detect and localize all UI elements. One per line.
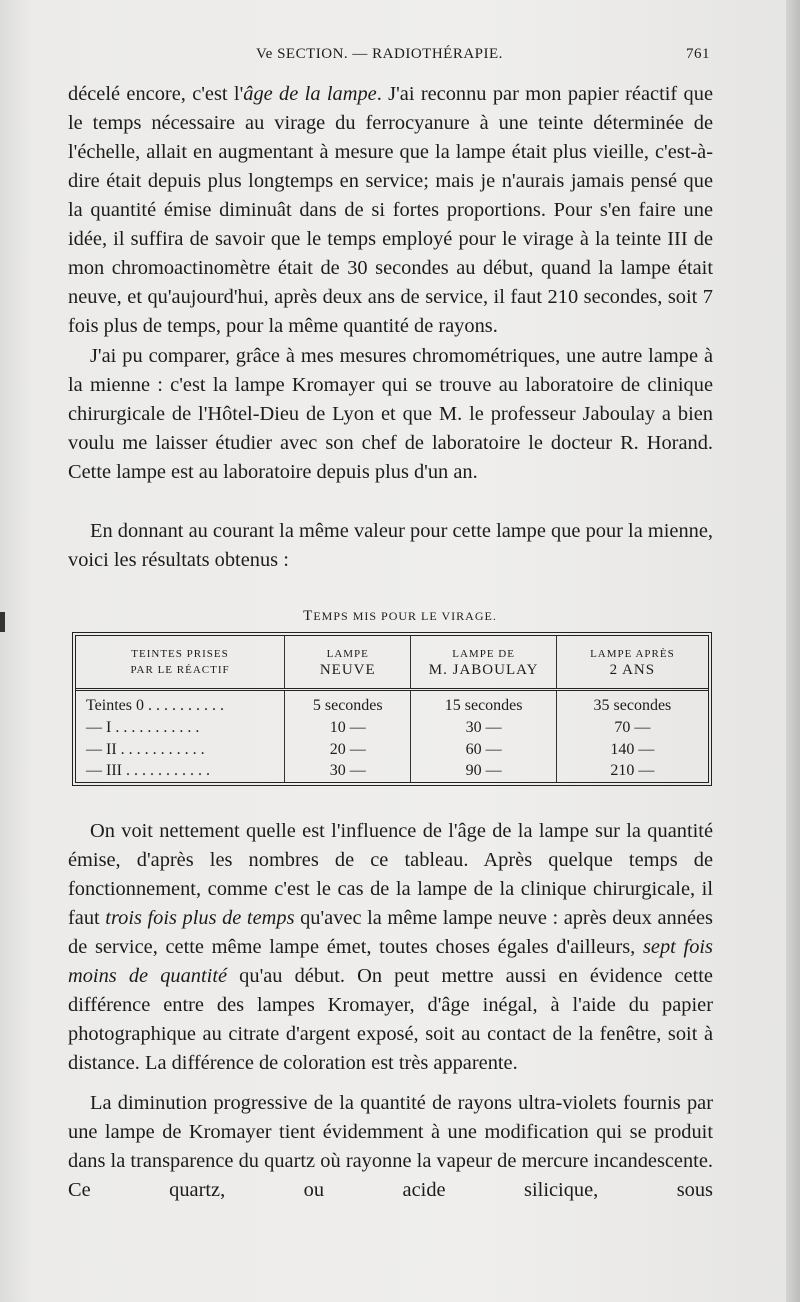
page-number: 761: [686, 46, 710, 62]
paragraph-4: On voit nettement quelle est l'influence de l'âge de la lampe sur la quantité émise, d'après les nombres de ce tableau. Après quelque temps de fonctionnement, comme c'est le cas de la lampe de la clinique chirurgicale, il faut trois fois plus de temps qu'avec la même lampe neuve : après deux années de service, cette même lampe émet, toutes choses égales d'ailleurs, sept fois moins de quantité qu'au début. On peut mettre aussi en évidence cette différence entre des lampes Kromayer, d'âge inégal, à l'aide du papier photographique au citrate d'argent exposé, soit au contact de la fenêtre, soit à distance. La différence de coloration est très apparente.: [68, 820, 713, 1074]
table-row: [76, 690, 708, 718]
column-header: [411, 636, 556, 690]
table-cell: 70 —: [614, 718, 651, 736]
table-caption: [0, 608, 800, 625]
column-header: [556, 636, 708, 690]
paragraph-2: J'ai pu comparer, grâce à mes mesures chromométriques, une autre lampe à la mienne : c'est la lampe Kromayer qui se trouve au laboratoire de clinique chirurgicale de l'Hôtel-Dieu de Lyon et que M. le professeur Jaboulay a bien voulu me laisser étudier avec son chef de laboratoire le docteur R. Horand. Cette lampe est au laboratoire depuis plus d'un an.: [68, 345, 713, 483]
paragraph-5: La diminution progressive de la quantité de rayons ultra-violets fournis par une lampe de Kromayer tient évidemment à une modification qui se produit dans la transparence du quartz où rayonne la vapeur de mercure incandescente. Ce quartz, ou acide silicique, sous: [68, 1092, 713, 1201]
table-cell: 20 —: [285, 739, 411, 761]
running-header: [70, 46, 710, 70]
caption-text: EMPS MIS POUR LE VIRAGE.: [313, 609, 497, 623]
table-row: [76, 739, 708, 761]
section-title: Ve SECTION. — RADIOTHÉRAPIE.: [256, 46, 503, 62]
table-cell: — II . . . . . . . . . . .: [76, 739, 285, 761]
column-header: [285, 636, 411, 690]
data-table-frame: [72, 632, 712, 786]
header-line: M. JABOULAY: [428, 661, 539, 678]
table-cell: 210 —: [610, 762, 655, 780]
table-cell: 30 —: [285, 760, 411, 782]
table-row: [76, 717, 708, 739]
table-cell: 140 —: [610, 740, 655, 758]
header-line: LAMPE APRÈS: [590, 647, 675, 660]
table-cell: 10 —: [285, 717, 411, 739]
table-cell: 60 —: [411, 739, 556, 761]
table-cell: 90 —: [411, 760, 556, 782]
header-line: LAMPE: [326, 647, 369, 660]
caption-initial: T: [303, 608, 314, 624]
table-cell: 5 secondes: [285, 690, 411, 718]
page-edge-shadow: [786, 0, 800, 1302]
table-cell: Teintes 0 . . . . . . . . . .: [76, 690, 285, 718]
header-line: PAR LE RÉACTIF: [130, 664, 230, 676]
header-line: TEINTES PRISES: [131, 648, 229, 660]
data-table: [76, 636, 708, 782]
header-line: LAMPE DE: [452, 647, 515, 660]
paragraph-3: En donnant au courant la même valeur pour cette lampe que pour la mienne, voici les résultats obtenus :: [68, 520, 713, 571]
table-cell: 15 secondes: [411, 690, 556, 718]
header-line: NEUVE: [319, 661, 376, 678]
table-header-row: [76, 636, 708, 690]
header-line: 2 ANS: [609, 661, 656, 678]
table-cell: 35 secondes: [593, 697, 672, 715]
table-cell: — I . . . . . . . . . . .: [76, 717, 285, 739]
table-cell: 30 —: [411, 717, 556, 739]
table-cell: — III . . . . . . . . . . .: [76, 760, 285, 782]
column-header: [76, 636, 285, 690]
paragraph-1: décelé encore, c'est l'âge de la lampe. J'ai reconnu par mon papier réactif que le temps nécessaire au virage du ferrocyanure à une teinte déterminée de l'échelle, allait en augmentant à mesure que la lampe était plus vieille, c'est-à-dire était depuis plus longtemps en service; mais je n'aurais jamais pensé que la quantité émise diminuât dans de si fortes proportions. Pour s'en faire une idée, il suffira de savoir que le temps employé pour le virage à la teinte III de mon chromoactinomètre était de 30 secondes au début, quand la lampe était neuve, et qu'aujourd'hui, après deux ans de service, il faut 210 secondes, soit 7 fois plus de temps, pour la même quantité de rayons.: [68, 83, 714, 337]
table-row: [76, 760, 708, 782]
